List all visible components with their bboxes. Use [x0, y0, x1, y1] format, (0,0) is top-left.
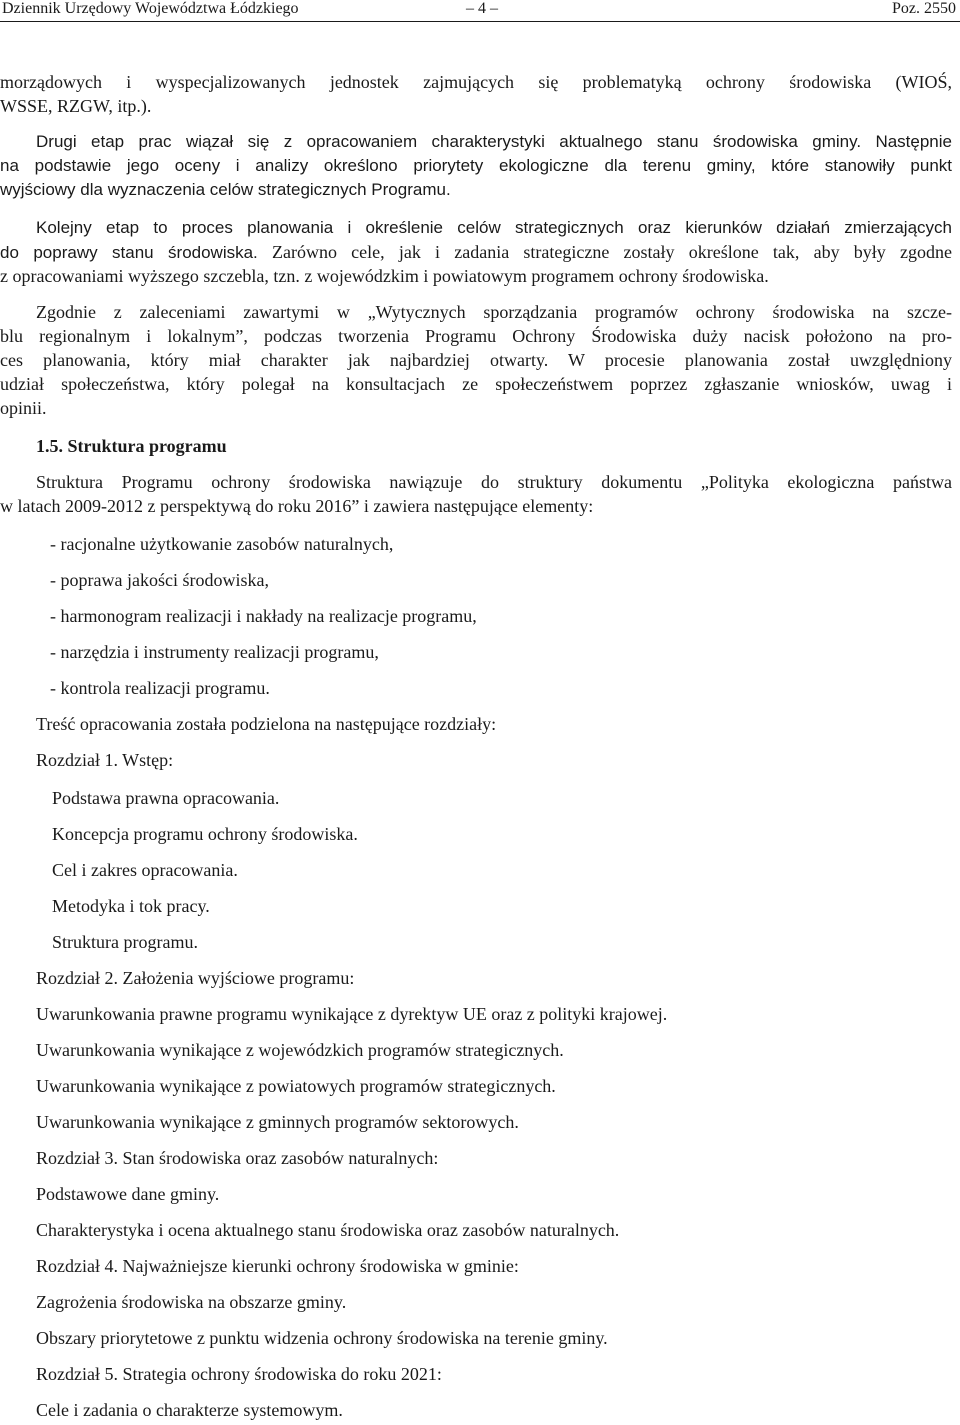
para5-line: Struktura Programu ochrony środowiska nawiązuje do struktury dokumentu „Polityka ekologiczna państwa [36, 472, 952, 492]
para4-line: blu regionalnym i lokalnym”, podczas tworzenia Programu Ochrony Środowiska duży nacisk położono na pro- [0, 326, 952, 346]
section-number: 1.5. [36, 436, 63, 456]
chapter-item: Zagrożenia środowiska na obszarze gminy. [36, 1292, 347, 1312]
page-header [0, 0, 960, 22]
chapter-item: Podstawowe dane gminy. [36, 1184, 220, 1204]
para4-line: ces planowania, który miał charakter jak najbardziej otwarty. W procesie planowania został uwzględniony [0, 350, 952, 370]
position-number: Poz. 2550 [892, 0, 956, 17]
chapter-item: Uwarunkowania prawne programu wynikające z dyrektyw UE oraz z polityki krajowej. [36, 1004, 668, 1024]
list-item: - narzędzia i instrumenty realizacji programu, [50, 642, 379, 662]
chapter-item: Uwarunkowania wynikające z wojewódzkich programów strategicznych. [36, 1040, 564, 1060]
chapter-title: Rozdział 2. Założenia wyjściowe programu: [36, 968, 355, 988]
section-heading [36, 434, 227, 458]
chapter-title: Rozdział 3. Stan środowiska oraz zasobów naturalnych: [36, 1148, 439, 1168]
para5-line: w latach 2009-2012 z perspektywą do roku 2016” i zawiera następujące elementy: [0, 496, 594, 516]
page-number: – 4 – [466, 0, 498, 17]
list-item: - racjonalne użytkowanie zasobów naturalnych, [50, 534, 394, 554]
para3-text: do poprawy stanu środowiska. [0, 243, 258, 262]
chapter-item: Cele i zadania o charakterze systemowym. [36, 1400, 343, 1420]
chapter-item: Cel i zakres opracowania. [52, 860, 238, 880]
chapter-title: Rozdział 4. Najważniejsze kierunki ochrony środowiska w gminie: [36, 1256, 519, 1276]
para4-line: opinii. [0, 398, 47, 418]
para3-line: z opracowaniami wyższego szczebla, tzn. z wojewódzkim i powiatowym programem ochrony środowiska. [0, 266, 769, 286]
para2-text: Drugi etap prac wiązał się z opracowaniem charakterystyki aktualnego stanu środowiska gminy. Następnie [36, 132, 952, 151]
chapters-intro: Treść opracowania została podzielona na następujące rozdziały: [36, 714, 497, 734]
para2-line [36, 130, 952, 154]
chapter-title: Rozdział 5. Strategia ochrony środowiska do roku 2021: [36, 1364, 442, 1384]
para1-line: WSSE, RZGW, itp.). [0, 96, 152, 116]
para2-line: na podstawie jego oceny i analizy określono priorytety ekologiczne dla terenu gminy, które stanowiły punkt [0, 156, 952, 175]
para4-line: udział społeczeństwa, który polegał na konsultacjach ze społeczeństwem poprzez zgłaszanie wniosków, uwag i [0, 374, 952, 394]
header-rule [0, 21, 960, 22]
chapter-item: Uwarunkowania wynikające z gminnych programów sektorowych. [36, 1112, 519, 1132]
chapter-title: Rozdział 1. Wstęp: [36, 750, 174, 770]
chapter-item: Podstawa prawna opracowania. [52, 788, 280, 808]
chapter-item: Koncepcja programu ochrony środowiska. [52, 824, 358, 844]
para3-text: Zarówno cele, jak i zadania strategiczne zostały określone tak, aby były zgodne [257, 242, 952, 262]
list-item: - poprawa jakości środowiska, [50, 570, 269, 590]
list-item: - kontrola realizacji programu. [50, 678, 270, 698]
chapter-item: Struktura programu. [52, 932, 198, 952]
list-item: - harmonogram realizacji i nakłady na realizacje programu, [50, 606, 477, 626]
para4-line: Zgodnie z zaleceniami zawartymi w „Wytycznych sporządzania programów ochrony środowiska na szcze- [36, 302, 952, 322]
chapter-item: Metodyka i tok pracy. [52, 896, 210, 916]
chapter-item: Obszary priorytetowe z punktu widzenia ochrony środowiska na terenie gminy. [36, 1328, 608, 1348]
journal-title: Dziennik Urzędowy Województwa Łódzkiego [2, 0, 299, 17]
para1-line: morządowych i wyspecjalizowanych jednostek zajmujących się problematyką ochrony środowiska (WIOŚ, [0, 72, 952, 92]
para2-line: wyjściowy dla wyznaczenia celów strategicznych Programu. [0, 180, 451, 199]
section-title: Struktura programu [67, 436, 227, 456]
chapter-item: Charakterystyka i ocena aktualnego stanu środowiska oraz zasobów naturalnych. [36, 1220, 620, 1240]
chapter-item: Uwarunkowania wynikające z powiatowych programów strategicznych. [36, 1076, 556, 1096]
para3-line: Kolejny etap to proces planowania i określenie celów strategicznych oraz kierunków działań zmierzających [36, 218, 952, 237]
para3-line [0, 240, 952, 265]
